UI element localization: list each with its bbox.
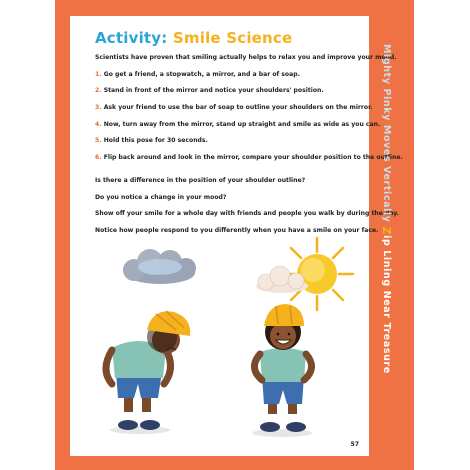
sidebar-title-z: Z xyxy=(380,226,393,236)
question-3: Show off your smile for a whole day with friends and people you walk by during the day. xyxy=(95,210,399,218)
activity-title-name: Smile Science xyxy=(172,29,293,47)
gray-cloud-icon xyxy=(123,249,196,284)
page-number: 57 xyxy=(350,441,359,448)
step-text: Flip back around and look in the mirror, compare your shoulder position to the outline. xyxy=(103,154,403,162)
sidebar-title-part1: Mighty Pinky Moves Vertically xyxy=(381,44,392,227)
step-number: 3. xyxy=(95,104,102,112)
happy-child-illustration xyxy=(252,304,312,437)
question-2: Do you notice a change in your mood? xyxy=(95,193,227,201)
activity-title-label: Activity: xyxy=(95,29,173,47)
question-1: Is there a difference in the position of your shoulder outline? xyxy=(95,176,306,184)
step-number: 6. xyxy=(95,154,102,162)
step-number: 4. xyxy=(95,120,102,128)
sad-child-illustration xyxy=(106,311,190,434)
intro-text: Scientists have proven that smiling actually helps to relax you and improve your mood. xyxy=(95,54,397,61)
step-text: Stand in front of the mirror and notice your shoulders' position. xyxy=(103,87,324,95)
step-text: Hold this pose for 30 seconds. xyxy=(103,137,208,145)
step-text: Go get a friend, a stopwatch, a mirror, and a bar of soap. xyxy=(103,70,300,78)
step-text: Ask your friend to use the bar of soap to outline your shoulders on the mirror. xyxy=(103,104,373,112)
step-number: 2. xyxy=(95,87,102,95)
sidebar-title-part2: ip Lining Near Treasure xyxy=(381,235,392,374)
step-text: Now, turn away from the mirror, stand up straight and smile as wide as you can. xyxy=(103,120,381,128)
question-4: Notice how people respond to you differently when you have a smile on your face. xyxy=(95,226,379,234)
step-number: 5. xyxy=(95,137,102,145)
step-number: 1. xyxy=(95,70,102,78)
